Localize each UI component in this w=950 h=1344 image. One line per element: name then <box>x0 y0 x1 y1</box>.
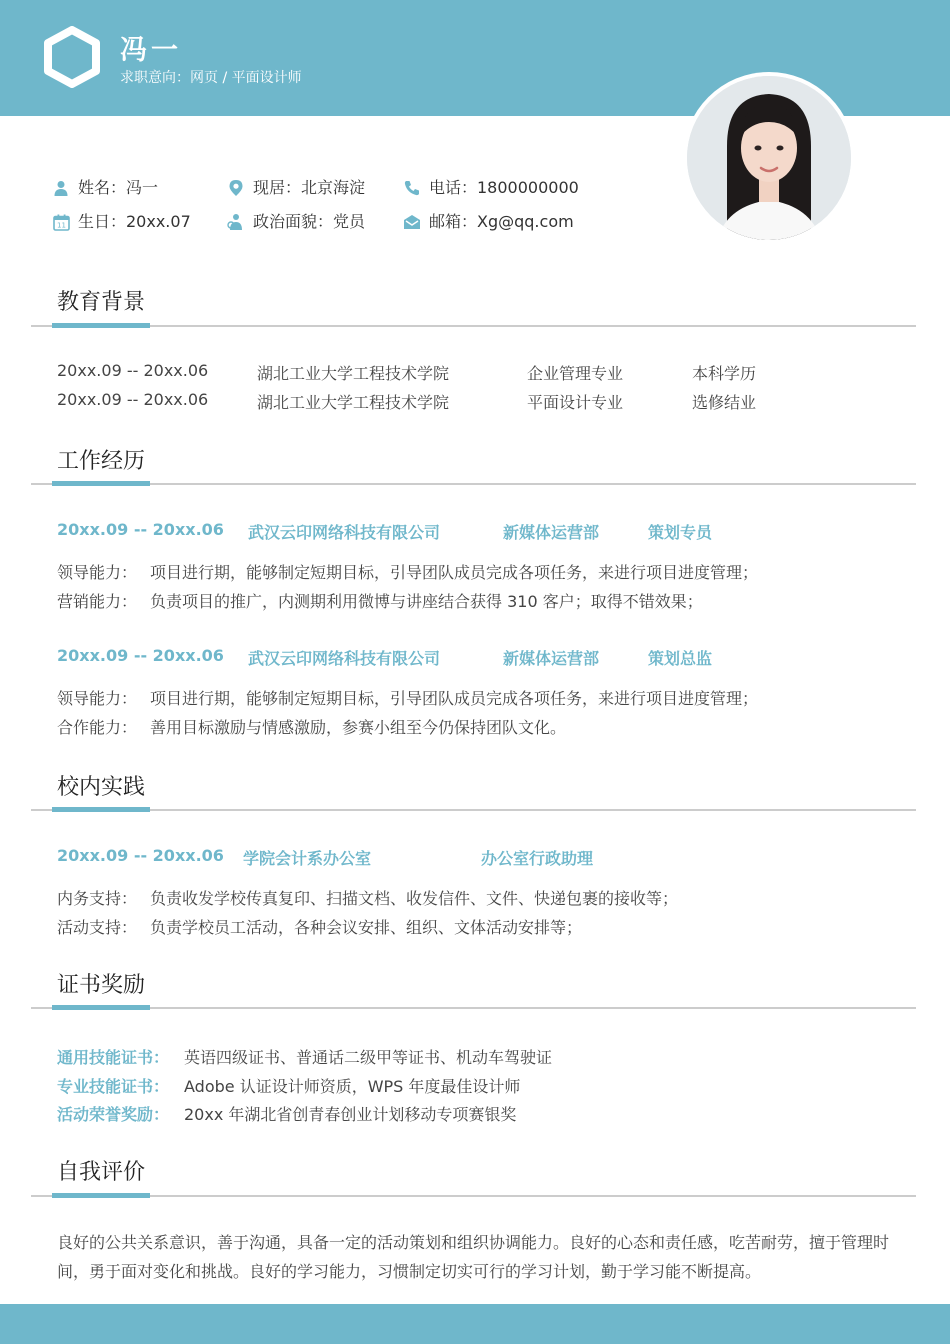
award-label: 专业技能证书： <box>57 1077 170 1096</box>
section-title-education: 教育背景 <box>57 290 146 315</box>
section-title-self: 自我评价 <box>57 1160 146 1185</box>
job-line-label: 合作能力： <box>57 718 138 737</box>
job-line-text: 项目进行期，能够制定短期目标，引导团队成员完成各项任务，来进行项目进度管理； <box>150 689 759 708</box>
info-birthday-text: 生日：20xx.07 <box>78 212 191 231</box>
job-line-label: 领导能力： <box>57 563 138 582</box>
info-residence <box>227 177 365 199</box>
edu-date: 20xx.09 -- 20xx.06 <box>57 361 209 380</box>
job-role: 策划总监 <box>648 649 713 668</box>
practice-line-label: 活动支持： <box>57 918 138 937</box>
info-email <box>403 211 574 233</box>
section-divider <box>31 809 916 811</box>
info-phone-text: 电话：1800000000 <box>429 178 579 197</box>
job-role: 策划专员 <box>648 523 713 542</box>
edu-major: 企业管理专业 <box>527 364 624 383</box>
calendar-icon <box>52 213 70 231</box>
practice-role: 办公室行政助理 <box>481 849 594 868</box>
job-line-text: 负责项目的推广，内测期利用微博与讲座结合获得 310 客户；取得不错效果； <box>150 592 703 611</box>
job-company: 武汉云印网络科技有限公司 <box>248 649 441 668</box>
section-accent-bar <box>52 481 150 486</box>
job-date: 20xx.09 -- 20xx.06 <box>57 520 224 539</box>
practice-line-text: 负责学校员工活动，各种会议安排、组织、文体活动安排等； <box>150 918 583 937</box>
info-politics <box>227 211 365 233</box>
info-phone <box>403 177 579 199</box>
edu-major: 平面设计专业 <box>527 393 624 412</box>
job-line-label: 领导能力： <box>57 689 138 708</box>
section-divider <box>31 1007 916 1009</box>
section-divider <box>31 325 916 327</box>
person-icon <box>52 179 70 197</box>
section-title-work: 工作经历 <box>57 449 146 474</box>
edu-date: 20xx.09 -- 20xx.06 <box>57 390 209 409</box>
info-name-text: 姓名：冯一 <box>78 178 159 197</box>
section-title-practice: 校内实践 <box>57 775 146 800</box>
job-department: 新媒体运营部 <box>503 523 600 542</box>
section-divider <box>31 1195 916 1197</box>
svg-text:11: 11 <box>56 221 66 230</box>
info-email-text: 邮箱：Xg@qq.com <box>429 212 574 231</box>
section-accent-bar <box>52 1005 150 1010</box>
award-label: 通用技能证书： <box>57 1048 170 1067</box>
section-title-awards: 证书奖励 <box>57 973 146 998</box>
award-text: 英语四级证书、普通话二级甲等证书、机动车驾驶证 <box>184 1048 553 1067</box>
self-evaluation-text: 良好的公共关系意识，善于沟通，具备一定的活动策划和组织协调能力。良好的心态和责任感，吃苦耐劳，擅于管理时间，勇于面对变化和挑战。良好的学习能力，习惯制定切实可行的学习计划，勤于学习能不断提高。 <box>57 1233 890 1281</box>
candidate-name: 冯一 <box>120 35 182 66</box>
phone-icon <box>403 179 421 197</box>
job-line-label: 营销能力： <box>57 592 138 611</box>
edu-degree: 选修结业 <box>692 393 757 412</box>
location-pin-icon <box>227 179 245 197</box>
job-department: 新媒体运营部 <box>503 649 600 668</box>
info-name <box>52 177 158 199</box>
practice-org: 学院会计系办公室 <box>243 849 372 868</box>
info-birthday <box>52 211 191 233</box>
profile-photo-frame <box>683 72 855 244</box>
job-line-text: 善用目标激励与情感激励，参赛小组至今仍保持团队文化。 <box>150 718 567 737</box>
info-residence-text: 现居：北京海淀 <box>253 178 366 197</box>
section-accent-bar <box>52 1193 150 1198</box>
job-date: 20xx.09 -- 20xx.06 <box>57 646 224 665</box>
award-label: 活动荣誉奖励： <box>57 1105 170 1124</box>
job-company: 武汉云印网络科技有限公司 <box>248 523 441 542</box>
practice-line-text: 负责收发学校传真复印、扫描文档、收发信件、文件、快递包裹的接收等； <box>150 889 679 908</box>
job-intent: 求职意向：网页 / 平面设计师 <box>120 70 302 86</box>
section-divider <box>31 483 916 485</box>
edu-school: 湖北工业大学工程技术学院 <box>257 393 450 412</box>
award-text: Adobe 认证设计师资质，WPS 年度最佳设计师 <box>184 1077 521 1096</box>
edu-degree: 本科学历 <box>692 364 757 383</box>
mail-icon <box>403 213 421 231</box>
edu-school: 湖北工业大学工程技术学院 <box>257 364 450 383</box>
hexagon-logo-icon <box>44 26 100 88</box>
section-accent-bar <box>52 807 150 812</box>
politics-icon <box>227 213 245 231</box>
profile-photo <box>687 76 851 240</box>
job-line-text: 项目进行期，能够制定短期目标，引导团队成员完成各项任务，来进行项目进度管理； <box>150 563 759 582</box>
practice-date: 20xx.09 -- 20xx.06 <box>57 846 224 865</box>
info-politics-text: 政治面貌：党员 <box>253 212 366 231</box>
footer-band <box>0 1304 950 1344</box>
section-accent-bar <box>52 323 150 328</box>
award-text: 20xx 年湖北省创青春创业计划移动专项赛银奖 <box>184 1105 517 1124</box>
practice-line-label: 内务支持： <box>57 889 138 908</box>
